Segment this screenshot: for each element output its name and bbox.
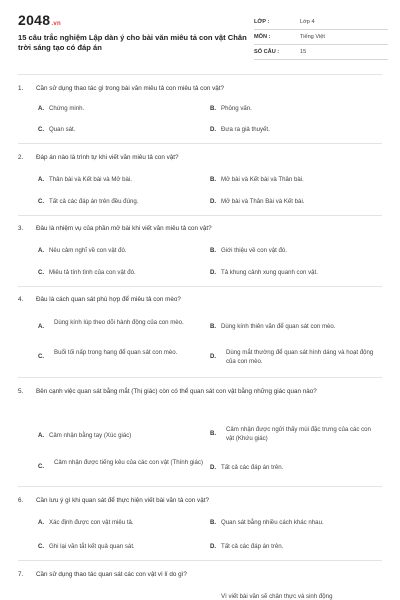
option-letter: B. — [210, 430, 217, 437]
meta-value: 15 — [300, 49, 307, 55]
meta-label: MÔN : — [254, 34, 271, 40]
option-letter: D. — [210, 126, 217, 133]
option-letter: B. — [210, 519, 217, 526]
question-number: 4. — [18, 296, 24, 303]
option-text: Buổi tối nấp trong hang để quan sát con mèo. — [54, 349, 178, 356]
meta-row-subject — [254, 30, 388, 45]
option-letter: C. — [38, 353, 45, 360]
option-letter: C. — [38, 269, 45, 276]
option-letter: A. — [38, 176, 45, 183]
divider — [18, 560, 382, 561]
option-text: Thân bài và Kết bài và Mở bài. — [49, 176, 132, 183]
option-letter: A. — [38, 519, 45, 526]
question-text: Cần sử dụng thao tác quan sát các con vật vì lí do gì? — [36, 571, 187, 578]
option-text: Ghi lại văn tắt kết quả quan sát. — [49, 543, 135, 550]
meta-table — [254, 15, 388, 60]
option-text: Mở bài và Thân Bài và Kết bài. — [221, 198, 305, 205]
option-letter: A. — [38, 323, 45, 330]
meta-value: Lớp 4 — [300, 19, 315, 25]
option-text: Chứng minh. — [49, 105, 85, 112]
option-letter: C. — [38, 463, 45, 470]
option-text: Quan sát. — [49, 126, 76, 133]
question-text: Đáp án nào là trình tự khi viết văn miêu tả con vật? — [36, 154, 179, 161]
page-title: 15 câu trắc nghiệm Lập dàn ý cho bài văn miêu tả con vật Chân trời sáng tạo có đáp án — [18, 33, 247, 52]
option-letter: B. — [210, 247, 217, 254]
option-text: Cảm nhận được tiếng kêu của các con vật (Thính giác) — [54, 459, 203, 466]
option-text: Miêu tả tính tình của con vật đó. — [49, 269, 136, 276]
question-text: Bên cạnh việc quan sát bằng mắt (Thị giác) còn có thể quan sát con vật bằng những giác quan nào? — [36, 388, 317, 395]
option-text: Tả khung cảnh xung quanh con vật. — [221, 269, 318, 276]
question-number: 1. — [18, 85, 24, 92]
option-letter: A. — [38, 247, 45, 254]
question-number: 5. — [18, 388, 24, 395]
question-number: 6. — [18, 497, 24, 504]
site-logo[interactable] — [18, 12, 61, 28]
option-text: Dùng kính thiên văn để quan sát con mèo. — [221, 323, 336, 330]
option-text: Vì viết bài văn sẽ chân thực và sinh động — [221, 593, 333, 600]
option-text: Tất cả các đáp án trên đều đúng. — [49, 198, 139, 205]
option-letter: C. — [38, 126, 45, 133]
question-text: Đâu là cách quan sát phù hợp để miêu tả con mèo? — [36, 296, 181, 303]
option-letter: B. — [210, 176, 217, 183]
divider — [18, 215, 382, 216]
option-text: Tất cả các đáp án trên. — [221, 464, 284, 471]
option-letter: C. — [38, 198, 45, 205]
option-text: Nêu cảm nghĩ về con vật đó. — [49, 247, 127, 254]
option-letter: D. — [210, 543, 217, 550]
logo-suffix: .vn — [51, 21, 61, 27]
option-letter: A. — [38, 105, 45, 112]
option-text: Cảm nhận được ngửi thấy mùi đặc trưng của các con vật (Khứu giác) — [226, 426, 371, 442]
question-text: Đâu là nhiệm vụ của phần mở bài khi viết văn miêu tả con vật? — [36, 225, 212, 232]
divider — [18, 286, 382, 287]
option-text: Đưa ra giả thuyết. — [221, 126, 270, 133]
option-text: Phỏng vấn. — [221, 105, 252, 112]
option-letter: A. — [38, 432, 45, 439]
option-letter: D. — [210, 464, 217, 471]
meta-value: Tiếng Việt — [300, 34, 325, 40]
question-text: Cần sử dụng thao tác gì trong bài văn miêu tả con miêu tả con vật? — [36, 85, 224, 92]
option-letter: D. — [210, 198, 217, 205]
option-text: Giới thiệu về con vật đó. — [221, 247, 287, 254]
option-text: Dùng mắt thường để quan sát hình dáng và hoạt động của con mèo. — [226, 349, 374, 365]
meta-label: LỚP : — [254, 19, 270, 25]
document-header — [18, 12, 388, 70]
option-text: Cảm nhận bằng tay (Xúc giác) — [49, 432, 132, 439]
divider — [18, 377, 382, 378]
question-text: Cần lưu ý gì khi quan sát để thực hiện viết bài văn tả con vật? — [36, 497, 209, 504]
question-number: 2. — [18, 154, 24, 161]
option-text: Tất cả các đáp án trên. — [221, 543, 284, 550]
option-letter: D. — [210, 353, 217, 360]
meta-label: SỐ CÂU : — [254, 49, 280, 55]
option-letter: C. — [38, 543, 45, 550]
option-text: Dùng kính lúp theo dõi hành động của con mèo. — [54, 319, 184, 326]
question-number: 7. — [18, 571, 24, 578]
option-text: Mở bài và Kết bài và Thân bài. — [221, 176, 304, 183]
option-text: Quan sát bằng nhiều cách khác nhau. — [221, 519, 324, 526]
logo-text: 2048 — [18, 12, 51, 28]
question-number: 3. — [18, 225, 24, 232]
divider — [18, 143, 382, 144]
meta-row-class — [254, 15, 388, 30]
option-letter: B. — [210, 105, 217, 112]
option-letter: D. — [210, 269, 217, 276]
option-text: Xác định được con vật miêu tả. — [49, 519, 134, 526]
divider — [18, 74, 382, 75]
meta-row-count — [254, 45, 388, 60]
option-letter: B. — [210, 323, 217, 330]
divider — [18, 486, 382, 487]
